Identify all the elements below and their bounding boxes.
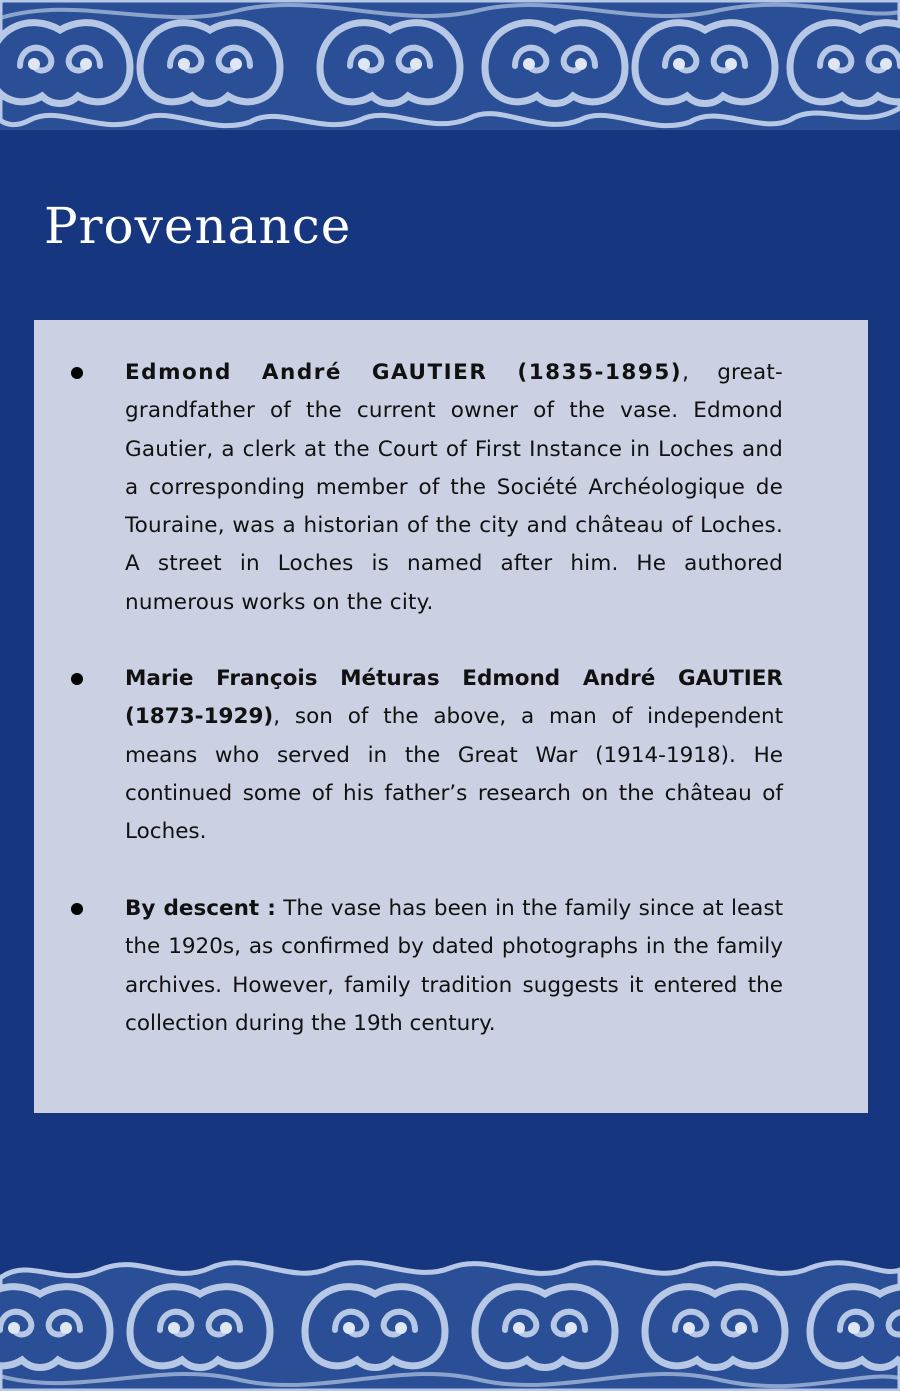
bullet-icon bbox=[71, 367, 83, 379]
provenance-panel bbox=[34, 320, 868, 1113]
entry-description: The vase has been in the family since at least the 1920s, as confirmed by dated photographs in the family archives. However, family tradition suggests it entered the collection during the 19th century. bbox=[125, 896, 783, 1036]
top-cloud-border bbox=[0, 0, 900, 130]
page-title: Provenance bbox=[44, 197, 352, 255]
list-item bbox=[125, 354, 783, 622]
cloud-ornament-bottom bbox=[0, 1248, 900, 1391]
cloud-ornament-top bbox=[0, 0, 900, 130]
entry-name: Marie François Méturas Edmond André GAUTIER (1873-1929) bbox=[125, 666, 783, 730]
list-item bbox=[125, 890, 783, 1043]
bullet-icon bbox=[71, 903, 83, 915]
entry-text bbox=[125, 360, 783, 615]
list-item bbox=[125, 660, 783, 851]
entry-name: By descent : bbox=[125, 896, 276, 921]
entry-description: , son of the above, a man of independent means who served in the Great War (1914-1918). He continued some of his father’s research on the château of Loches. bbox=[125, 704, 783, 845]
entry-text bbox=[125, 896, 783, 1036]
entry-name: Edmond André GAUTIER (1835-1895) bbox=[125, 360, 683, 385]
bullet-icon bbox=[71, 673, 83, 685]
bottom-cloud-border bbox=[0, 1248, 900, 1391]
entry-description: , great-grandfather of the current owner of the vase. Edmond Gautier, a clerk at the Court of First Instance in Loches and a corresponding member of the Société Archéologique de Touraine, was a historian of the city and château of Loches. A street in Loches is named after him. He authored numerous works on the city. bbox=[125, 360, 784, 615]
entry-text bbox=[125, 666, 783, 844]
